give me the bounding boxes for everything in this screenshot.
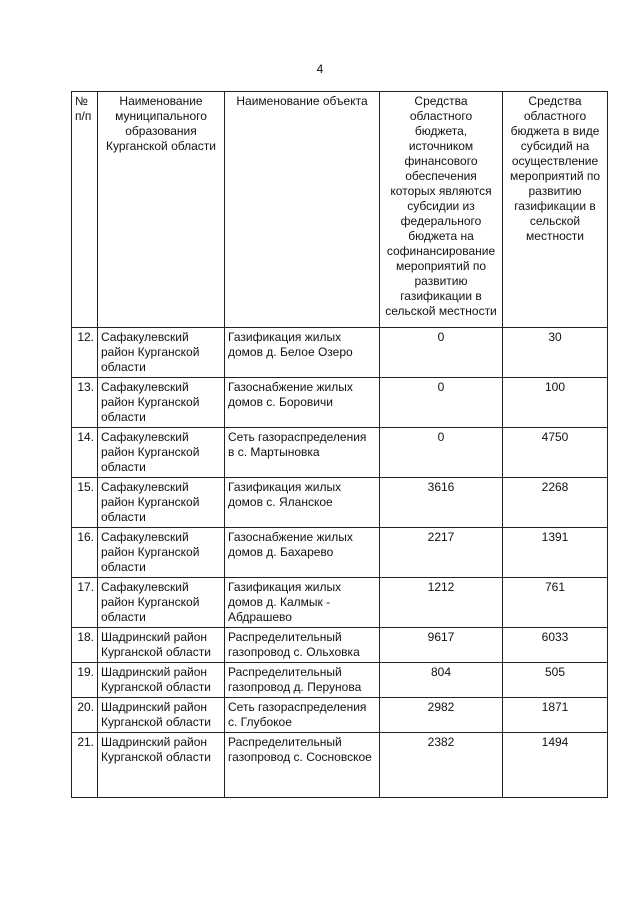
- row-number: 18.: [72, 628, 98, 663]
- row-federal-amount: 2382: [380, 733, 503, 798]
- row-object: Газоснабжение жилых домов д. Бахарево: [225, 528, 380, 578]
- row-regional-amount: 6033: [503, 628, 608, 663]
- row-number: 17.: [72, 578, 98, 628]
- row-number: 16.: [72, 528, 98, 578]
- row-regional-amount: 761: [503, 578, 608, 628]
- row-municipality: Шадринский район Курганской области: [98, 698, 225, 733]
- table-row: [72, 578, 608, 628]
- header-row: [72, 92, 608, 328]
- row-federal-amount: 1212: [380, 578, 503, 628]
- table-row: [72, 663, 608, 698]
- header-municipality: Наименование муниципального образования Курганской области: [98, 92, 225, 328]
- row-federal-amount: 9617: [380, 628, 503, 663]
- row-municipality: Сафакулевский район Курганской области: [98, 478, 225, 528]
- row-object: Распределительный газопровод с. Сосновское: [225, 733, 380, 798]
- row-federal-amount: 0: [380, 428, 503, 478]
- row-number: 15.: [72, 478, 98, 528]
- row-federal-amount: 3616: [380, 478, 503, 528]
- row-municipality: Сафакулевский район Курганской области: [98, 528, 225, 578]
- header-number: № п/п: [72, 92, 98, 328]
- table-row: [72, 698, 608, 733]
- row-regional-amount: 1494: [503, 733, 608, 798]
- row-number: 21.: [72, 733, 98, 798]
- row-regional-amount: 30: [503, 328, 608, 378]
- table-row: [72, 628, 608, 663]
- row-municipality: Шадринский район Курганской области: [98, 733, 225, 798]
- row-object: Газификация жилых домов с. Яланское: [225, 478, 380, 528]
- row-municipality: Сафакулевский район Курганской области: [98, 328, 225, 378]
- row-municipality: Сафакулевский район Курганской области: [98, 578, 225, 628]
- row-object: Газификация жилых домов д. Белое Озеро: [225, 328, 380, 378]
- header-regional-subsidy: Средства областного бюджета в виде субсидий на осуществление мероприятий по развитию газификации в сельской местности: [503, 92, 608, 328]
- table-row: [72, 528, 608, 578]
- row-object: Сеть газораспределения с. Глубокое: [225, 698, 380, 733]
- header-object: Наименование объекта: [225, 92, 380, 328]
- row-regional-amount: 4750: [503, 428, 608, 478]
- row-number: 19.: [72, 663, 98, 698]
- table-row: [72, 733, 608, 798]
- row-number: 12.: [72, 328, 98, 378]
- row-object: Распределительный газопровод д. Перунова: [225, 663, 380, 698]
- row-federal-amount: 0: [380, 378, 503, 428]
- subsidy-table: [71, 91, 608, 798]
- table-row: [72, 478, 608, 528]
- row-regional-amount: 100: [503, 378, 608, 428]
- row-federal-amount: 804: [380, 663, 503, 698]
- table-row: [72, 428, 608, 478]
- row-object: Газификация жилых домов д. Калмык - Абдрашево: [225, 578, 380, 628]
- table-row: [72, 328, 608, 378]
- row-regional-amount: 505: [503, 663, 608, 698]
- row-federal-amount: 0: [380, 328, 503, 378]
- row-object: Газоснабжение жилых домов с. Боровичи: [225, 378, 380, 428]
- header-federal-cofinanced: Средства областного бюджета, источником финансового обеспечения которых являются субсидии из федерального бюджета на софинансирование мероприятий по развитию газификации в сельской местности: [380, 92, 503, 328]
- row-federal-amount: 2982: [380, 698, 503, 733]
- table-row: [72, 378, 608, 428]
- row-regional-amount: 2268: [503, 478, 608, 528]
- row-municipality: Шадринский район Курганской области: [98, 663, 225, 698]
- row-number: 14.: [72, 428, 98, 478]
- row-object: Сеть газораспределения в с. Мартыновка: [225, 428, 380, 478]
- row-municipality: Сафакулевский район Курганской области: [98, 378, 225, 428]
- row-municipality: Шадринский район Курганской области: [98, 628, 225, 663]
- row-regional-amount: 1871: [503, 698, 608, 733]
- row-regional-amount: 1391: [503, 528, 608, 578]
- row-number: 20.: [72, 698, 98, 733]
- row-municipality: Сафакулевский район Курганской области: [98, 428, 225, 478]
- row-number: 13.: [72, 378, 98, 428]
- page-number: 4: [316, 62, 324, 76]
- row-federal-amount: 2217: [380, 528, 503, 578]
- row-object: Распределительный газопровод с. Ольховка: [225, 628, 380, 663]
